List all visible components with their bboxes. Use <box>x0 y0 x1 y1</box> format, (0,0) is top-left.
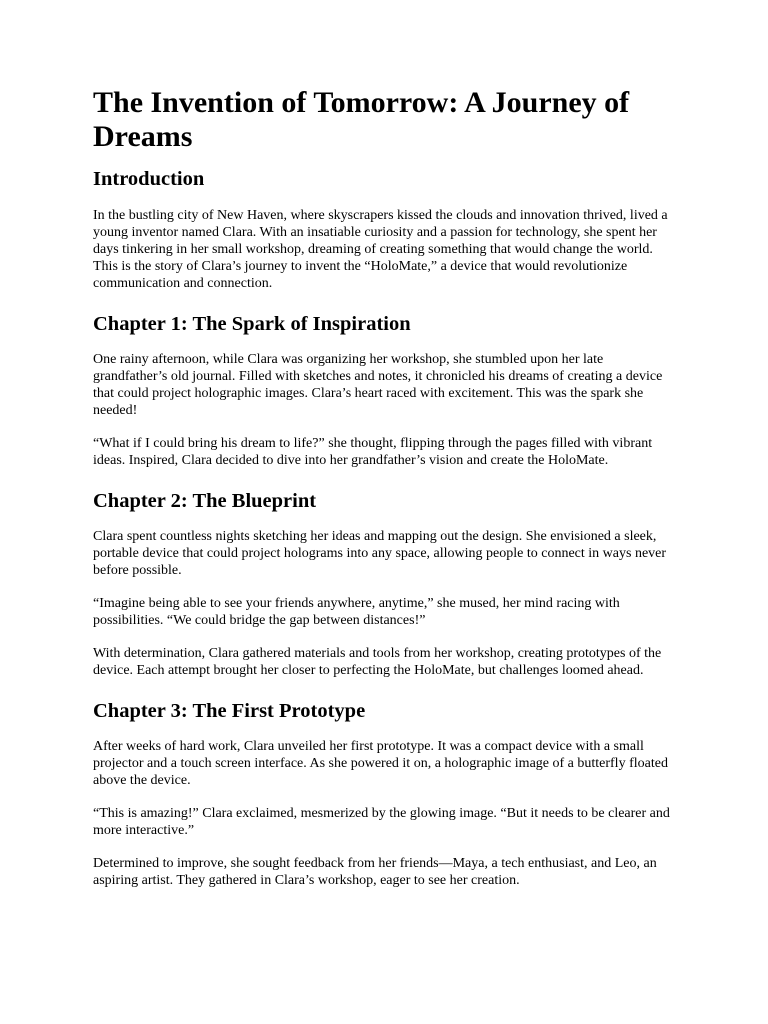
paragraph: Determined to improve, she sought feedback from her friends—Maya, a tech enthusiast, and Leo, an aspiring artist. They gathered in Clara’s workshop, eager to see her creation. <box>93 856 657 888</box>
section-chapter-3 <box>93 699 679 889</box>
section-chapter-1 <box>93 312 679 469</box>
paragraph: In the bustling city of New Haven, where skyscrapers kissed the clouds and innovation thrived, lived a young inventor named Clara. With an insatiable curiosity and a passion for technology, she spent her days tinkering in her small workshop, dreaming of creating something that would change the world. This is the story of Clara’s journey to invent the “HoloMate,” a device that would revolutionize communication and connection. <box>93 208 668 291</box>
section-heading: Chapter 3: The First Prototype <box>93 700 366 722</box>
paragraph: With determination, Clara gathered materials and tools from her workshop, creating prototypes of the device. Each attempt brought her closer to perfecting the HoloMate, but challenges loomed ahead. <box>93 646 662 678</box>
section-introduction <box>93 167 679 292</box>
paragraph: After weeks of hard work, Clara unveiled her first prototype. It was a compact device with a small projector and a touch screen interface. As she powered it on, a holographic image of a butterfly floated above the device. <box>93 739 668 788</box>
document-page <box>93 86 679 905</box>
paragraph: Clara spent countless nights sketching her ideas and mapping out the design. She envisioned a sleek, portable device that could project holograms into any space, allowing people to connect in ways never before possible. <box>93 529 667 578</box>
section-heading: Chapter 2: The Blueprint <box>93 490 317 512</box>
paragraph: One rainy afternoon, while Clara was organizing her workshop, she stumbled upon her late grandfather’s old journal. Filled with sketches and notes, it chronicled his dreams of creating a device that could project holographic images. Clara’s heart raced with excitement. This was the spark she needed! <box>93 352 663 418</box>
section-chapter-2 <box>93 489 679 679</box>
section-heading: Introduction <box>93 168 205 190</box>
paragraph: “What if I could bring his dream to life?” she thought, flipping through the pages filled with vibrant ideas. Inspired, Clara decided to dive into her grandfather’s vision and create the HoloMate. <box>93 436 653 468</box>
paragraph: “This is amazing!” Clara exclaimed, mesmerized by the glowing image. “But it needs to be clearer and more interactive.” <box>93 806 670 838</box>
paragraph: “Imagine being able to see your friends anywhere, anytime,” she mused, her mind racing with possibilities. “We could bridge the gap between distances!” <box>93 596 620 628</box>
document-title: The Invention of Tomorrow: A Journey of Dreams <box>93 86 630 153</box>
section-heading: Chapter 1: The Spark of Inspiration <box>93 313 411 335</box>
